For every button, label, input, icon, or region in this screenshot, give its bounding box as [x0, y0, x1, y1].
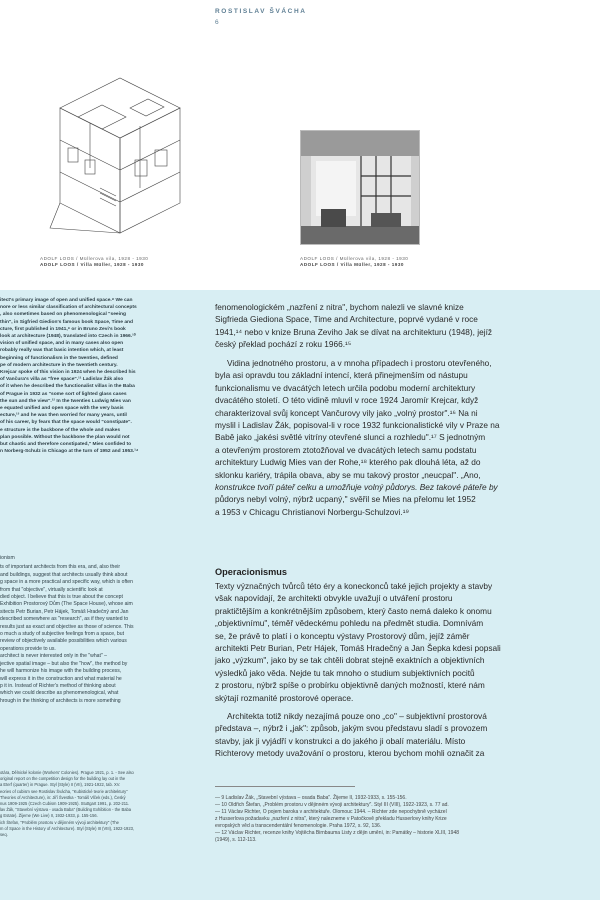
czech-note-line: — 10 Oldřich Štefan, „Problém prostoru v dějinném vývoji architektury". Styl III (VIII), 1922-1923, s. 77 ad. [215, 802, 449, 808]
english-note-line: original report on the competition design for the building lay out in the [0, 776, 126, 782]
english-line: Krejcar spoke of this vision in 1924 when he described his [0, 370, 136, 376]
czech-line: architekti Petr Burian, Petr Hájek, Tomáš Hradečný a Jan Šepka kdesi popsali [215, 643, 501, 654]
czech-line: český překlad pochází z roku 1966.¹⁵ [215, 339, 352, 350]
czech-line: skýtají rozmanité prostorové operace. [215, 692, 354, 703]
czech-line: myslil i Ladislav Žák, popisoval-li v roce 1932 funkcionalistické vily v Praze na [215, 420, 500, 431]
english-note-line: ich Štefan, "Problém prostoru v dějinném vývoji architektury" (The [0, 819, 119, 825]
english-line: g space in a more practical and specific way, which is often [0, 579, 133, 586]
czech-paragraph-2 [215, 357, 585, 518]
czech-line: byla asi opravdu tou základní intencí, která přinejmenším od nástupu [215, 370, 468, 381]
villa-axonometric-drawing [40, 68, 190, 238]
english-main-text [0, 297, 196, 455]
czech-line: Babě jako „jakési světlé vitríny otevřené slunci a rozhledu".¹⁷ S jednotným [215, 432, 486, 443]
czech-paragraph-3 [215, 580, 585, 704]
czech-paragraph-1 [215, 301, 585, 351]
english-line: e equated unified and open space with the very basis [0, 406, 124, 412]
english-line: vision of unified space, and in many cases also open [0, 341, 124, 347]
czech-line: Sigfrieda Giediona Space, Time and Architecture, poprvé vydané v roce [215, 314, 478, 325]
section-heading: Operacionismus [215, 567, 287, 577]
english-line: died object. I believe that this is true about the concept [0, 594, 123, 601]
english-line: , also sometimes based on phenomenological "seeing [0, 312, 126, 318]
english-line: beginning of functionalism in the twenties, defined [0, 355, 118, 361]
english-line: look at architecture (1948), translated into Czech in 1966.¹⁰ [0, 334, 136, 340]
czech-line: dvacátého století. O této vidině mluvil v roce 1924 Jaromír Krejcar, když [215, 395, 479, 406]
english-line: operations provide to us. [0, 645, 56, 652]
english-line: described somewhere as "research", as if they wanted to [0, 616, 129, 623]
english-line: of Prague in 1932 as "some sort of lighted glass cases [0, 391, 127, 397]
english-line: pe of modern architecture in the twentieth century. [0, 362, 118, 368]
english-line: review of objectively available possibilities which various [0, 638, 127, 645]
english-footnotes [0, 770, 196, 838]
english-line: hrough in the thinking of architects is more something [0, 697, 121, 704]
english-line: jective spatial image – but also the "how", the method by [0, 660, 128, 667]
english-line: but chaotic and therefore constipated," Mies confided to [0, 442, 132, 448]
english-note-line: eories of cubism see Rostislav Švácha, "Kubistické teorie architektury" [0, 788, 128, 794]
caption-left [40, 256, 148, 268]
english-line: cture, first published in 1941,⁹ or in Bruno Zevi's book [0, 326, 126, 332]
english-note-line: Theories of Architecture), in: Jiří Švestka - Tomáš Vlček (eds.), Český [0, 794, 126, 800]
czech-line: Architekta totiž nikdy nezajímá pouze ono „co" – subjektivní prostorová [227, 711, 487, 721]
czech-line: funkcionalismu ve dvacátých letech určila podobu moderní architektury [215, 382, 476, 393]
villa-interior-photo [300, 130, 420, 245]
czech-line: a otevřeným prostorem ztotožňoval ve dvacátých letech samu podstatu [215, 444, 477, 455]
czech-line: jako „výzkum", jako by se tak chtěli dobrat stejně exaktních a objektivních [215, 655, 485, 666]
english-line: of his career, by fears that the space would "constipate". [0, 420, 132, 426]
caption-right [300, 256, 408, 268]
english-line: he will harmonize his image with the building process, [0, 668, 122, 675]
czech-note-line: — 11 Václav Richter, O pojem baroka v architektuře. Olomouc 1944. – Richter zde nepochybně vycházel [215, 809, 447, 815]
english-note-line: m of Space in the History of Architecture). Styl (Style) III (VIII), 1922-1923, [0, 825, 135, 831]
english-line: and buildings, suggest that architects usually think about [0, 571, 128, 578]
czech-line: z prostoru, nýbrž spíše o probírku objektivně daných možností, které nám [215, 680, 485, 691]
english-line: architect is never interested only in the "what" – [0, 653, 107, 660]
page-number: 6 [215, 19, 219, 26]
caption-right-english: ADOLF LOOS / Villa Müller, 1928 - 1930 [300, 262, 404, 267]
czech-line: Texty význačných tvůrců této éry a koneckonců také jejich projekty a stavby [215, 581, 493, 591]
czech-line: konstrukce tvoří páteř celku a umožňuje volný půdorys. Bez takové páteře by [215, 482, 498, 493]
english-line: results just as exact and objective as those of science. This [0, 623, 134, 630]
czech-line: charakterizoval svůj koncept Vančurovy vily jako „volný prostor".¹⁶ Na ni [215, 407, 478, 418]
english-line: ecture,¹³ and he was then worried for many years, until [0, 413, 127, 419]
english-operationism-text [0, 555, 196, 705]
czech-line: však napovídají, že architekti obvykle uvažují o utváření prostoru [215, 593, 453, 604]
english-line: n Norberg-Schulz in Chicago at the turn of 1952 and 1953.¹⁴ [0, 449, 139, 455]
czech-note-line: (1949), s. 112-113. [215, 837, 257, 843]
english-line: p it in. Instead of Richter's method of thinking about [0, 682, 116, 689]
english-line: nore or less similar classification of architectural concepts [0, 305, 137, 311]
czech-line: půdorys nebyl volný, nýbrž ucpaný," svěřil se Mies na přelomu let 1952 [215, 494, 476, 505]
english-line: thin", in Sigfried Giedion's famous book Space, Time and [0, 319, 134, 325]
czech-line: představa –, nýbrž i „jak": způsob, jakým svou představu sladí s provozem [215, 723, 488, 734]
english-line: o much a study of subjective feelings from a space, but [0, 631, 125, 638]
caption-left-english: ADOLF LOOS / Villa Müller, 1928 - 1930 [40, 262, 144, 267]
english-line: Exhibition Prostorový Dům (The Space House), whose aim [0, 601, 133, 608]
english-subheading: ionism [0, 555, 15, 561]
czech-line: 1941,¹⁴ nebo v knize Bruna Zeviho Jak se dívat na architekturu (1948), jejíž [215, 326, 493, 337]
english-line: ts of important architects from this era, and, also their [0, 564, 121, 571]
czech-line: praktičtějším a konkrétnějším způsobem, který často nemá daleko k onomu [215, 605, 492, 616]
czech-note-line: — 12 Václav Richter, recenze knihy Vojtěcha Birnbauma Listy z dějin umění, in: Památky – historie XLIII, 1948 [215, 830, 460, 836]
czech-line: „objektivnímu", téměř vědeckému pohledu na předmět studia. Domnívám [215, 618, 484, 629]
english-note-line: otára, Dělnické kolonie (Workers' Colonies). Prague 1921, p. 1. - See also [0, 770, 134, 775]
english-note-line: lav Žák, "Stavební výstava - osada Baba" (Building Exhibition - the Baba [0, 807, 132, 813]
caption-left-czech: ADOLF LOOS / Müllerova vila, 1928 - 1930 [40, 256, 149, 261]
czech-note-line: z Husserlova požadavku „nazření z nitra", který nalezneme v Patočkově překladu Husserlovy knihy Krize [215, 816, 447, 822]
english-line: of Vančura's villa as "free space".¹¹ Ladislav Žák also [0, 377, 124, 383]
czech-line: stavby, jak ji vyjádří v konstrukci a do jakého ji obalí materiálu. Místo [215, 735, 466, 746]
english-line: sitects Petr Burian, Petr Hájek, Tomáš Hradečný and Jan [0, 608, 129, 615]
czech-line: sklonku kariéry, trápila obava, aby se mu takový prostor „neucpal". „Ano, [215, 469, 481, 480]
czech-footnotes [215, 795, 585, 844]
czech-line: architektury Ludwig Mies van der Rohe,¹⁸ kterého pak dlouhá léta, až do [215, 457, 481, 468]
english-line: the sun and the view".¹² In the twenties Ludwig Mies van [0, 398, 131, 404]
caption-right-czech: ADOLF LOOS / Müllerova vila, 1928 - 1930 [300, 256, 409, 261]
czech-line: výsledků jako věda. Nejde tu tak mnoho o studium subjektivních pocitů [215, 667, 475, 678]
english-line: robably really was that basic intention which, at least [0, 348, 124, 354]
czech-line: Vidina jednotného prostoru, a v mnoha případech i prostoru otevřeného, [227, 358, 492, 368]
english-line: itect's primary image of open and unified space.⁸ We can [0, 298, 133, 303]
czech-line: fenomenologickém „nazření z nitra", bychom nalezli ve slavné knize [215, 302, 464, 312]
english-line: of it when he described the functionalist villas in the Baba [0, 384, 135, 390]
running-header: ROSTISLAV ŠVÁCHA [215, 8, 307, 15]
english-note-line: a Eterf (quarter) in Prague. Styl (Style) II (VII), 1921-1922, tab. XV. [0, 782, 121, 788]
english-line: plan possible. Without the backbone the plan would not [0, 434, 130, 440]
english-line: which we could describe as phenomenological, what [0, 690, 119, 697]
czech-note-line: — 9 Ladislav Žák, „Stavební výstava – osada Baba". Žijeme II, 1932-1933, s. 155-156. [215, 795, 407, 801]
czech-line: a 1953 v Chicagu Christianovi Norbergu-Schulzovi.¹⁹ [215, 506, 410, 517]
czech-line: se, že právě to platí i o konceptu výstavy Prostorový dům, jejíž záměr [215, 630, 470, 641]
czech-line: Richterovy metody uvažování o prostoru, kterou bychom mohli označit za [215, 748, 485, 759]
english-line: e structure is the backbone of the whole and makes [0, 427, 121, 433]
english-note-line: g Estate). Žijeme (We Live) II, 1932-1933, p. 155-156. [0, 813, 98, 819]
czech-note-line: evropských věd a transcendentální fenomenologie. Praha 1972, s. 92, 136. [215, 823, 382, 829]
english-line: from that "objective", virtually scientific look at [0, 586, 103, 593]
english-line: will express it in the construction and what material he [0, 675, 122, 682]
czech-paragraph-4 [215, 710, 585, 760]
footnote-divider [215, 786, 355, 787]
english-note-line: seq. [0, 832, 8, 838]
english-note-line: nus 1909-1925 (Czech Cubism 1909-1925). Stuttgart 1991, p. 202-211. [0, 801, 130, 807]
